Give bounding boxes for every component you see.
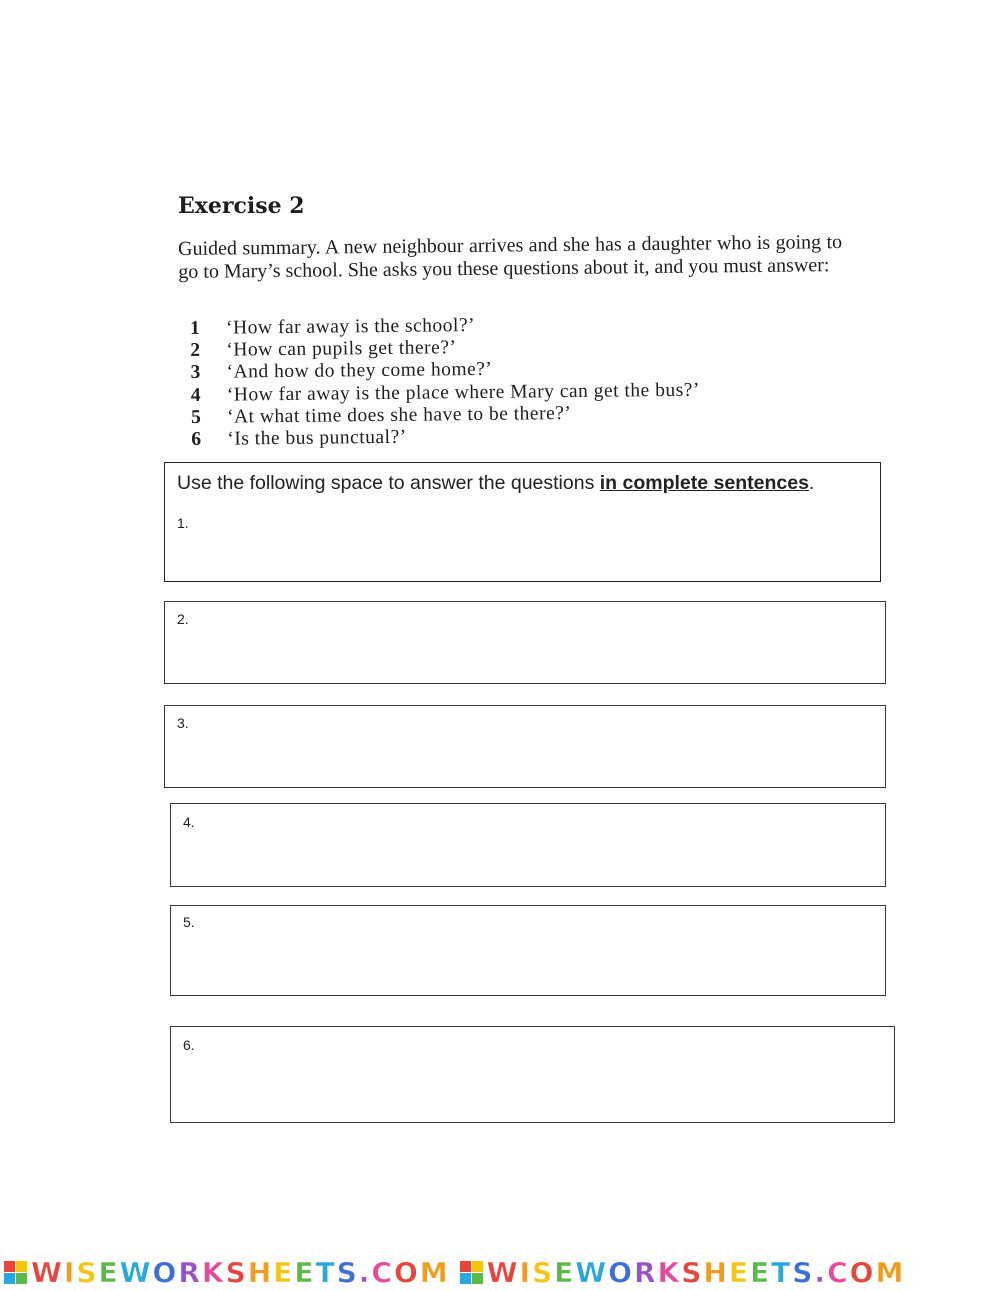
answer-box-3[interactable] xyxy=(164,705,886,788)
answer-number: 4. xyxy=(183,814,195,830)
answer-number: 3. xyxy=(177,715,189,731)
question-text: ‘And how do they come home?’ xyxy=(226,359,493,384)
watermark-group xyxy=(460,1256,906,1289)
instruction-emphasis: in complete sentences xyxy=(599,472,809,494)
answer-box-5[interactable] xyxy=(170,905,886,996)
question-number: 3 xyxy=(190,362,201,384)
wise-logo-icon xyxy=(4,1261,27,1284)
question-number: 5 xyxy=(190,406,201,428)
question-number: 1 xyxy=(190,317,200,339)
answer-number: 2. xyxy=(177,611,189,627)
watermark-footer xyxy=(0,1256,1000,1288)
exercise-title: Exercise 2 xyxy=(178,193,305,219)
watermark-text: WISEWORKSHEETS.COM xyxy=(486,1255,906,1289)
question-text: ‘Is the bus punctual?’ xyxy=(227,426,407,450)
answer-instruction: Use the following space to answer the questions in complete sentences. xyxy=(177,472,815,494)
question-text: ‘How far away is the school?’ xyxy=(225,315,476,339)
answer-number: 6. xyxy=(183,1037,195,1053)
answer-number: 1. xyxy=(177,515,189,531)
watermark-text: WISEWORKSHEETS.COM xyxy=(31,1255,450,1289)
exercise-intro: Guided summary. A new neighbour arrives and she has a daughter who is going to go to Mary’s school. She asks you these questions about it, and you must answer: xyxy=(178,231,843,283)
question-item xyxy=(191,424,700,452)
question-number: 2 xyxy=(190,340,201,362)
answer-box-1[interactable] xyxy=(164,462,881,582)
answer-box-2[interactable] xyxy=(164,601,886,684)
answer-number: 5. xyxy=(183,914,195,930)
question-text: ‘How far away is the place where Mary can get the bus?’ xyxy=(226,379,700,406)
answer-box-6[interactable] xyxy=(170,1026,895,1123)
watermark-group xyxy=(4,1256,450,1289)
question-text: ‘At what time does she have to be there?’ xyxy=(226,402,572,428)
question-number: 4 xyxy=(190,384,201,406)
question-list xyxy=(190,313,700,452)
question-text: ‘How can pupils get there?’ xyxy=(226,337,457,361)
wise-logo-icon xyxy=(460,1261,483,1284)
answer-box-4[interactable] xyxy=(170,803,886,887)
question-number: 6 xyxy=(191,428,202,451)
